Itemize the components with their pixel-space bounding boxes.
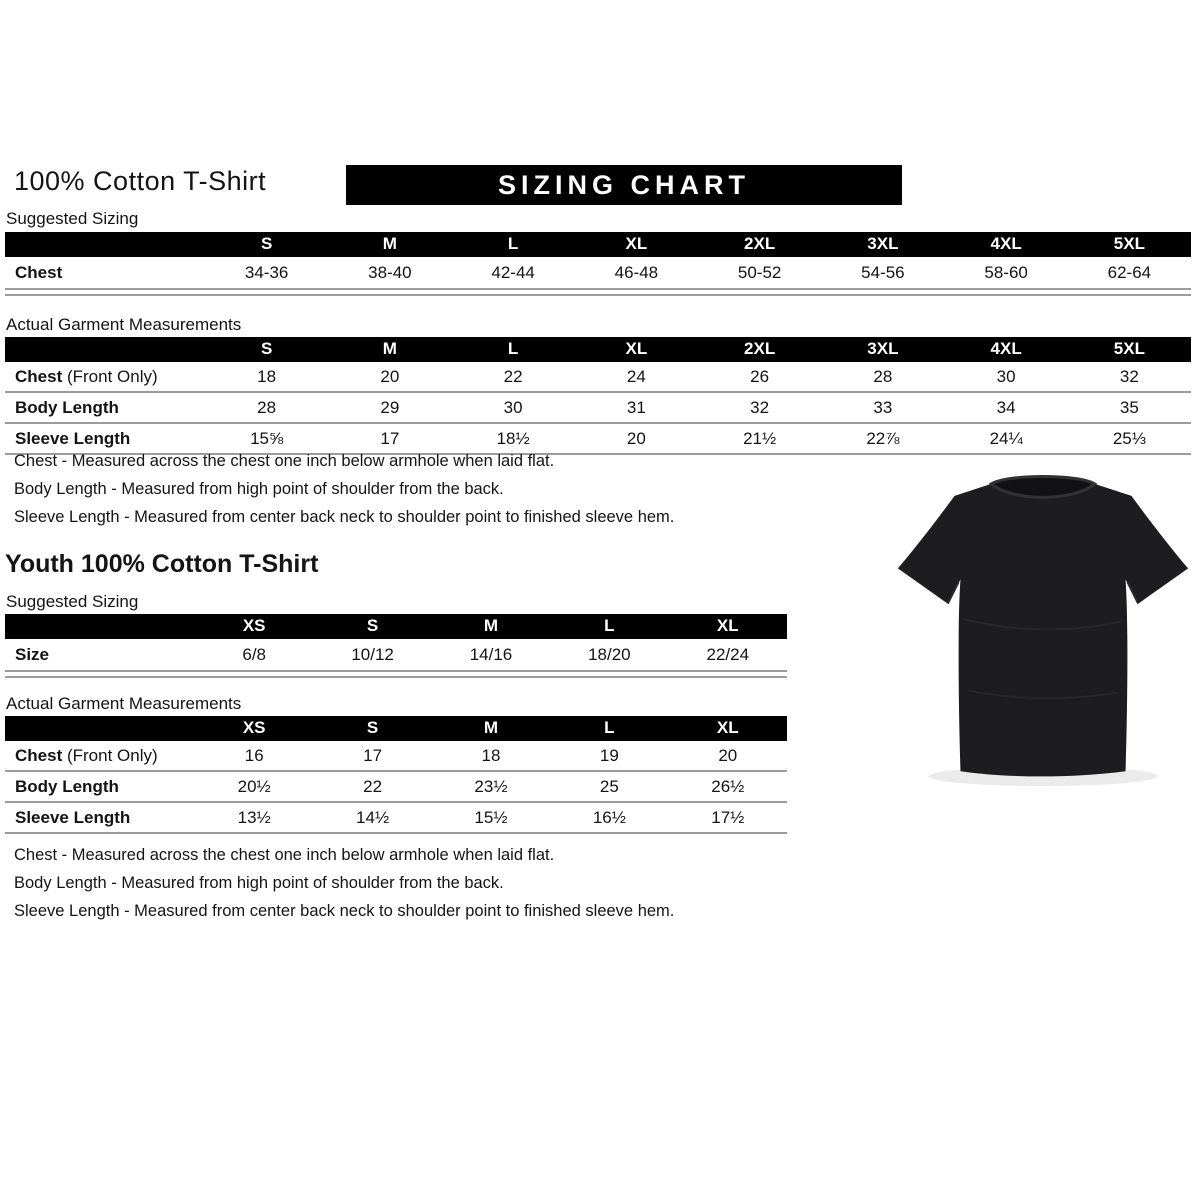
measurement-value: 20 xyxy=(575,423,698,454)
size-column-header: XL xyxy=(575,232,698,257)
measurement-note: Chest - Measured across the chest one inch below armhole when laid flat. xyxy=(14,846,555,864)
measurement-value: 19 xyxy=(550,741,668,771)
measurement-value: 10/12 xyxy=(313,639,431,671)
measurement-value: 22/24 xyxy=(669,639,787,671)
measurement-value: 20 xyxy=(669,741,787,771)
measurement-row xyxy=(5,423,1191,454)
measurement-row xyxy=(5,362,1191,392)
youth-suggested-table-wrap xyxy=(5,614,787,678)
measurement-value: 30 xyxy=(945,362,1068,392)
youth-section-title: Youth 100% Cotton T-Shirt xyxy=(5,550,319,578)
adult-section-title: 100% Cotton T-Shirt xyxy=(14,166,267,196)
measurement-row xyxy=(5,741,787,771)
adult-actual-measurements-table xyxy=(5,337,1191,455)
measurement-value: 32 xyxy=(698,392,821,423)
measurement-value: 20½ xyxy=(195,771,313,802)
measurement-value: 20 xyxy=(328,362,451,392)
measurement-value: 54-56 xyxy=(821,257,944,289)
measurement-value: 34-36 xyxy=(205,257,328,289)
measurement-value: 24 xyxy=(575,362,698,392)
measurement-row xyxy=(5,639,787,671)
youth-actual-measurements-label: Actual Garment Measurements xyxy=(6,694,242,713)
measurement-value: 18½ xyxy=(452,423,575,454)
measurement-row xyxy=(5,257,1191,289)
measurement-value: 42-44 xyxy=(452,257,575,289)
measurement-value: 18 xyxy=(432,741,550,771)
youth-measurement-notes xyxy=(14,846,874,930)
measurement-value: 21½ xyxy=(698,423,821,454)
measurement-value: 24¼ xyxy=(945,423,1068,454)
size-column-header: L xyxy=(550,614,668,639)
adult-suggested-sizing-table xyxy=(5,232,1191,290)
size-column-header: M xyxy=(432,716,550,741)
youth-actual-table-wrap xyxy=(5,716,787,834)
measurement-value: 50-52 xyxy=(698,257,821,289)
row-label: Body Length xyxy=(5,771,195,802)
measurement-value: 17 xyxy=(328,423,451,454)
size-column-header: XL xyxy=(575,337,698,362)
size-column-header: XS xyxy=(195,716,313,741)
size-column-header: 4XL xyxy=(945,337,1068,362)
size-column-header: XL xyxy=(669,716,787,741)
size-column-header: S xyxy=(205,232,328,257)
size-column-header: XL xyxy=(669,614,787,639)
row-label: Size xyxy=(5,639,195,671)
sizing-chart-banner: SIZING CHART xyxy=(346,165,902,205)
measurement-value: 34 xyxy=(945,392,1068,423)
measurement-value: 14/16 xyxy=(432,639,550,671)
measurement-value: 28 xyxy=(821,362,944,392)
measurement-value: 38-40 xyxy=(328,257,451,289)
measurement-value: 23½ xyxy=(432,771,550,802)
measurement-row xyxy=(5,802,787,833)
measurement-value: 15⅝ xyxy=(205,423,328,454)
size-column-header: L xyxy=(452,232,575,257)
youth-suggested-sizing-table xyxy=(5,614,787,672)
size-column-header: S xyxy=(313,614,431,639)
table-bottom-rule xyxy=(5,294,1191,296)
label-column-header xyxy=(5,232,205,257)
measurement-value: 18 xyxy=(205,362,328,392)
measurement-value: 35 xyxy=(1068,392,1191,423)
measurement-note: Body Length - Measured from high point of shoulder from the back. xyxy=(14,874,504,892)
row-label: Chest xyxy=(5,257,205,289)
row-label: Body Length xyxy=(5,392,205,423)
measurement-value: 14½ xyxy=(313,802,431,833)
adult-actual-table-wrap xyxy=(5,337,1191,455)
size-header-row xyxy=(5,614,787,639)
row-label: Chest (Front Only) xyxy=(5,741,195,771)
measurement-value: 25⅓ xyxy=(1068,423,1191,454)
tshirt-photo xyxy=(893,470,1193,808)
measurement-value: 46-48 xyxy=(575,257,698,289)
measurement-row xyxy=(5,771,787,802)
row-label: Sleeve Length xyxy=(5,802,195,833)
label-column-header xyxy=(5,337,205,362)
size-column-header: S xyxy=(313,716,431,741)
measurement-value: 16 xyxy=(195,741,313,771)
measurement-note: Chest - Measured across the chest one inch below armhole when laid flat. xyxy=(14,452,555,470)
measurement-note: Sleeve Length - Measured from center back neck to shoulder point to finished sleeve hem. xyxy=(14,902,675,920)
size-column-header: M xyxy=(432,614,550,639)
size-header-row xyxy=(5,716,787,741)
measurement-value: 15½ xyxy=(432,802,550,833)
measurement-value: 22 xyxy=(452,362,575,392)
measurement-value: 16½ xyxy=(550,802,668,833)
measurement-value: 31 xyxy=(575,392,698,423)
youth-actual-measurements-table xyxy=(5,716,787,834)
youth-suggested-sizing-label: Suggested Sizing xyxy=(6,592,139,611)
measurement-value: 30 xyxy=(452,392,575,423)
size-column-header: 3XL xyxy=(821,337,944,362)
measurement-value: 22⅞ xyxy=(821,423,944,454)
measurement-value: 62-64 xyxy=(1068,257,1191,289)
measurement-note: Body Length - Measured from high point of shoulder from the back. xyxy=(14,480,504,498)
adult-actual-measurements-label: Actual Garment Measurements xyxy=(6,315,242,334)
size-column-header: 2XL xyxy=(698,232,821,257)
measurement-value: 17 xyxy=(313,741,431,771)
size-header-row xyxy=(5,232,1191,257)
size-header-row xyxy=(5,337,1191,362)
size-column-header: 3XL xyxy=(821,232,944,257)
measurement-value: 26 xyxy=(698,362,821,392)
size-column-header: 5XL xyxy=(1068,337,1191,362)
size-column-header: 5XL xyxy=(1068,232,1191,257)
measurement-value: 32 xyxy=(1068,362,1191,392)
measurement-value: 25 xyxy=(550,771,668,802)
label-column-header xyxy=(5,614,195,639)
adult-measurement-notes xyxy=(14,452,874,536)
table-bottom-rule xyxy=(5,676,787,678)
size-column-header: L xyxy=(452,337,575,362)
adult-suggested-table-wrap xyxy=(5,232,1191,296)
measurement-value: 28 xyxy=(205,392,328,423)
measurement-value: 29 xyxy=(328,392,451,423)
size-column-header: 2XL xyxy=(698,337,821,362)
size-column-header: S xyxy=(205,337,328,362)
measurement-value: 26½ xyxy=(669,771,787,802)
measurement-note: Sleeve Length - Measured from center back neck to shoulder point to finished sleeve hem. xyxy=(14,508,675,526)
measurement-value: 33 xyxy=(821,392,944,423)
measurement-row xyxy=(5,392,1191,423)
adult-suggested-sizing-label: Suggested Sizing xyxy=(6,209,139,228)
size-column-header: L xyxy=(550,716,668,741)
size-column-header: XS xyxy=(195,614,313,639)
measurement-value: 18/20 xyxy=(550,639,668,671)
row-label: Sleeve Length xyxy=(5,423,205,454)
label-column-header xyxy=(5,716,195,741)
measurement-value: 6/8 xyxy=(195,639,313,671)
size-column-header: M xyxy=(328,232,451,257)
size-column-header: 4XL xyxy=(945,232,1068,257)
measurement-value: 58-60 xyxy=(945,257,1068,289)
measurement-value: 13½ xyxy=(195,802,313,833)
row-label: Chest (Front Only) xyxy=(5,362,205,392)
size-column-header: M xyxy=(328,337,451,362)
measurement-value: 22 xyxy=(313,771,431,802)
measurement-value: 17½ xyxy=(669,802,787,833)
